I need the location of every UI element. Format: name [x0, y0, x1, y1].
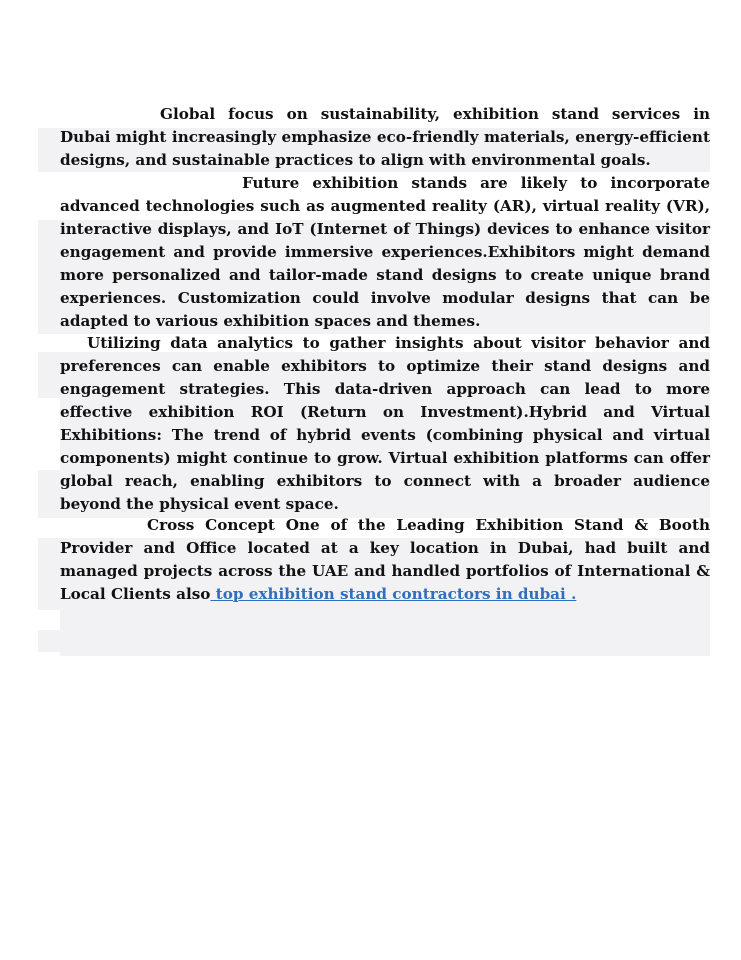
paragraph-text: Future exhibition stands are likely to incorporate advanced technologies such as augmented reality (AR), virtual reality (VR), interactive displays, and IoT (Internet of Things) devices to enhance visitor engagement and provide immersive experiences.Exhibitors might demand more personalized and tailor-made stand designs to create unique brand experiences. Customization could involve modular designs that can be adapted to various exhibition spaces and themes.	[60, 174, 710, 330]
paragraph-sustainability	[60, 103, 710, 172]
paragraph-technology	[60, 172, 710, 333]
paragraph-data-analytics	[60, 332, 710, 516]
paragraph-text: Utilizing data analytics to gather insights about visitor behavior and preferences can enable exhibitors to optimize their stand designs and engagement strategies. This data-driven approach can lead to more effective exhibition ROI (Return on Investment).Hybrid and Virtual Exhibitions: The trend of hybrid events (combining physical and virtual components) might continue to grow. Virtual exhibition platforms can offer global reach, enabling exhibitors to connect with a broader audience beyond the physical event space.	[60, 334, 710, 513]
paragraph-text: Global focus on sustainability, exhibition stand services in Dubai might increasingly emphasize eco-friendly materials, energy-efficient designs, and sustainable practices to align with environmental goals.	[60, 105, 710, 169]
shade-block	[38, 630, 60, 652]
paragraph-text: Cross Concept One of the Leading Exhibition Stand & Booth Provider and Office located at a key location in Dubai, had built and managed projects across the UAE and handled portfolios of International & Local Clients also	[60, 516, 710, 603]
paragraph-cross-concept	[60, 514, 710, 606]
contractors-link[interactable]: top exhibition stand contractors in dubai .	[210, 585, 577, 603]
shade-block	[60, 610, 710, 656]
